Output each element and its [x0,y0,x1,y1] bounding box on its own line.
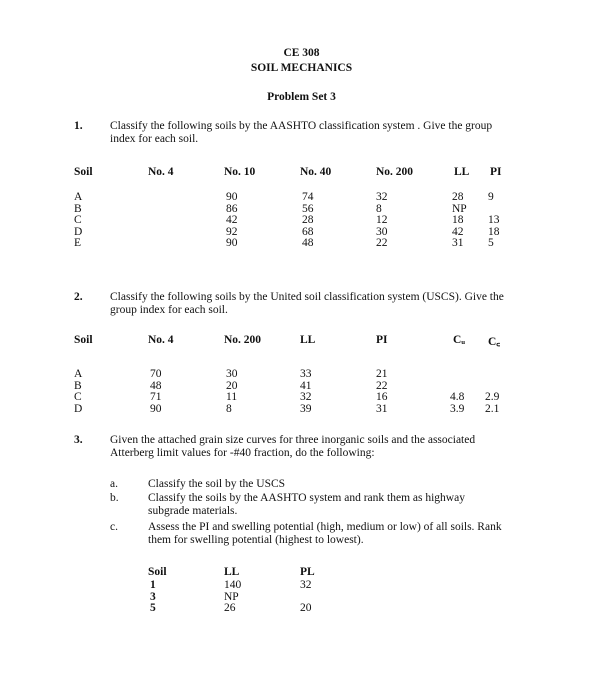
q2-col-no200 [226,369,238,415]
table-cell: 4.8 [450,391,465,404]
table-cell: 18 [488,225,500,238]
table-cell: 5 [150,602,156,615]
q1-header-no10: No. 10 [224,166,256,178]
table-cell: 31 [376,402,388,415]
table-cell: 9 [488,191,494,203]
table-cell: 1 [150,579,156,591]
table-cell: C [74,214,82,227]
q1-header-no200: No. 200 [376,166,414,178]
table-cell: 8 [376,202,382,215]
question-2-text: Classify the following soils by the United soil classification system (USCS). Give the group index for each soil. [110,291,504,316]
q1-header-pi: PI [490,166,502,178]
table-cell: 3.9 [450,402,465,415]
table-cell: 39 [300,402,312,415]
table-cell: 90 [226,237,238,250]
table-cell: NP [224,590,239,603]
table-cell: 140 [224,579,242,591]
q1-header-soil: Soil [74,166,93,178]
table-cell: 90 [226,191,238,203]
table-cell: 16 [376,391,388,404]
table-cell: 42 [452,225,464,238]
table-cell: 56 [302,202,314,215]
table-cell: 26 [224,602,236,615]
table-cell: 48 [302,237,314,250]
q1-col-soil [74,192,82,250]
q1-header-no4: No. 4 [148,166,174,178]
question-1-text: Classify the following soils by the AASHTO classification system . Give the group index for each soil. [110,120,493,145]
table-cell: 48 [150,379,162,392]
table-cell: 86 [226,202,238,215]
q2-col-ll [300,369,312,415]
q3-item-a-text: Classify the soil by the USCS [148,478,286,490]
table-cell: 71 [150,391,162,404]
table-cell: 2.1 [485,402,500,415]
problem-set-title: Problem Set 3 [267,91,336,103]
table-cell: 28 [452,191,464,203]
q1-header-no40: No. 40 [300,166,332,178]
table-cell: 32 [300,391,312,404]
q3-col-pl [300,580,312,615]
q3-header-soil: Soil [148,566,167,578]
table-cell: 28 [302,214,314,227]
q3-item-a-label: a. [110,478,118,490]
q3-item-c-text: Assess the PI and swelling potential (high, medium or low) of all soils. Rank them for swelling potential (highest to lowest). [148,521,502,546]
q2-header-soil: Soil [74,334,93,346]
table-cell: B [74,202,82,215]
q2-header-pi: PI [376,334,388,346]
q1-col-pi [488,192,500,250]
table-cell [450,369,464,381]
table-cell: 20 [300,602,312,615]
q2-col-cu [450,369,464,415]
table-cell: D [74,402,83,415]
table-cell: 22 [376,379,388,392]
q2-header-no4: No. 4 [148,334,174,346]
q2-header-ll: LL [300,334,316,346]
table-cell: 32 [376,191,388,203]
q2-col-cc [485,369,499,415]
q3-item-c-label: c. [110,521,118,533]
table-cell: 33 [300,368,312,380]
table-cell: 30 [376,225,388,238]
table-cell: E [74,237,82,250]
table-cell: 5 [488,237,494,250]
q1-col-ll [452,192,467,250]
table-cell: 68 [302,225,314,238]
table-cell: B [74,379,82,392]
question-3-number: 3. [74,434,83,446]
table-cell: NP [452,202,467,215]
q1-header-ll: LL [454,166,470,178]
table-cell: 11 [226,391,238,404]
table-cell: 8 [226,402,232,415]
q2-header-cu: Cᵤ [453,334,466,346]
table-cell: 21 [376,368,388,380]
q3-item-b-text: Classify the soils by the AASHTO system and rank them as highway subgrade materials. [148,492,465,517]
table-cell: 42 [226,214,238,227]
table-cell: A [74,191,83,203]
table-cell: 12 [376,214,388,227]
table-cell: 18 [452,214,464,227]
table-cell: A [74,368,83,380]
q1-col-no10 [226,192,238,250]
table-cell: 22 [376,237,388,250]
table-cell: C [74,391,82,404]
table-cell: D [74,225,83,238]
table-cell: 70 [150,368,162,380]
q2-col-no4 [150,369,162,415]
table-cell: 32 [300,579,312,591]
table-cell: 90 [150,402,162,415]
q1-col-no200 [376,192,388,250]
question-3-text: Given the attached grain size curves for three inorganic soils and the associated Atterberg limit values for -#40 fraction, do the following: [110,434,476,459]
table-cell: 92 [226,225,238,238]
table-cell: 13 [488,214,500,227]
course-number: CE 308 [283,47,320,59]
q3-header-pl: PL [300,566,315,578]
table-cell: 30 [226,368,238,380]
q3-col-ll [224,580,241,615]
table-cell: 2.9 [485,391,500,404]
table-cell: 20 [226,379,238,392]
q3-header-ll: LL [224,566,240,578]
table-cell: 74 [302,191,314,203]
q2-col-soil [74,369,82,415]
question-1-number: 1. [74,120,83,132]
table-cell: 31 [452,237,464,250]
table-cell: 41 [300,379,312,392]
table-cell [485,369,499,381]
q3-item-b-label: b. [110,492,119,504]
table-cell: 3 [150,590,156,603]
q3-col-soil [150,580,156,615]
q1-col-no40 [302,192,314,250]
q2-header-cc: C꜀ [488,336,501,348]
q2-col-pi [376,369,388,415]
course-title: SOIL MECHANICS [250,62,353,74]
question-2-number: 2. [74,291,83,303]
q2-header-no200: No. 200 [224,334,262,346]
